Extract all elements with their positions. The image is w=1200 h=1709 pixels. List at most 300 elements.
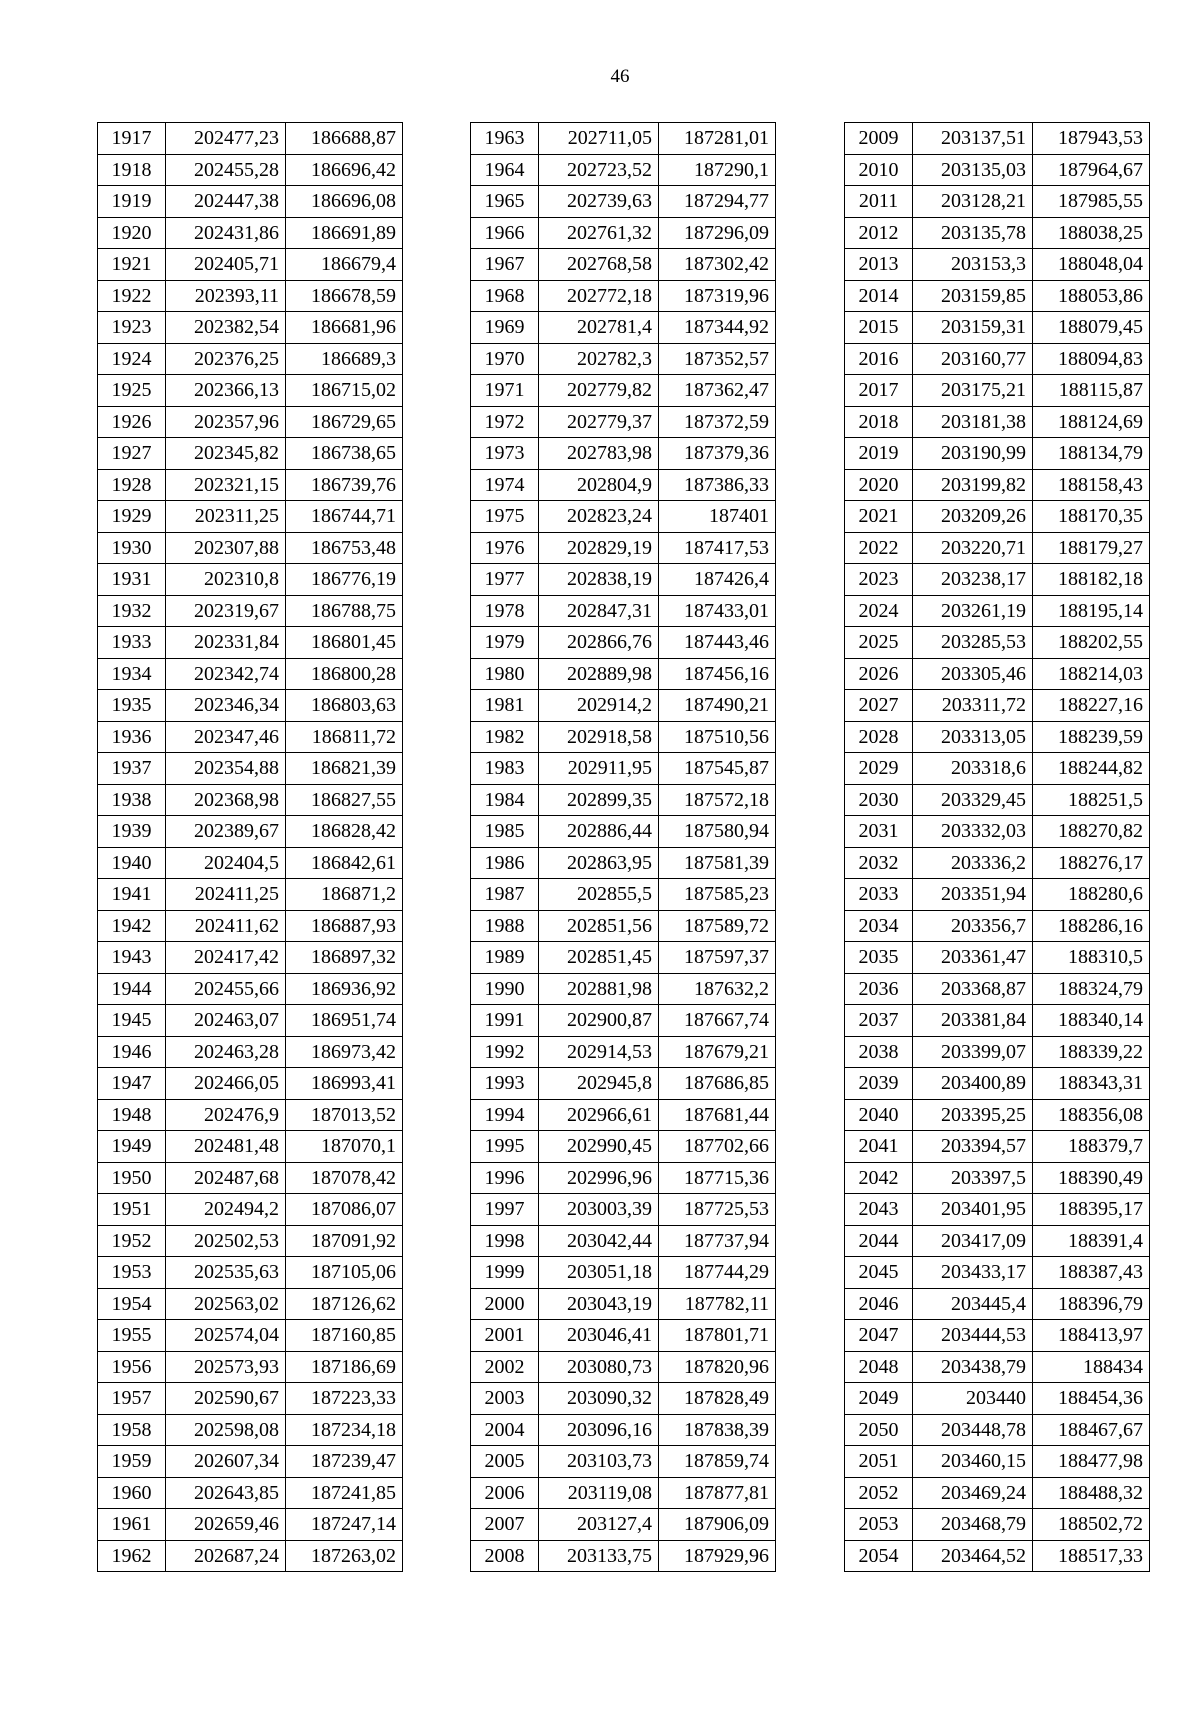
table-row [845,532,1150,564]
x-coordinate-cell: 202476,9 [166,1099,286,1131]
point-number-cell: 1922 [98,280,166,312]
table-row [471,847,776,879]
table-row [98,564,403,596]
point-number-cell: 1965 [471,186,539,218]
point-number-cell: 1926 [98,406,166,438]
point-number-cell: 2017 [845,375,913,407]
x-coordinate-cell: 202487,68 [166,1162,286,1194]
x-coordinate-cell: 202855,5 [539,879,659,911]
x-coordinate-cell: 203417,09 [913,1225,1033,1257]
table-row [471,1099,776,1131]
table-row [845,1036,1150,1068]
table-row [471,312,776,344]
y-coordinate-cell: 187426,4 [659,564,776,596]
x-coordinate-cell: 202382,54 [166,312,286,344]
x-coordinate-cell: 202455,66 [166,973,286,1005]
y-coordinate-cell: 187239,47 [286,1446,403,1478]
x-coordinate-cell: 202342,74 [166,658,286,690]
y-coordinate-cell: 186801,45 [286,627,403,659]
y-coordinate-cell: 186696,42 [286,154,403,186]
table-row [845,1005,1150,1037]
x-coordinate-cell: 202866,76 [539,627,659,659]
point-number-cell: 2031 [845,816,913,848]
point-number-cell: 2021 [845,501,913,533]
point-number-cell: 2024 [845,595,913,627]
y-coordinate-cell: 186729,65 [286,406,403,438]
y-coordinate-cell: 186897,32 [286,942,403,974]
y-coordinate-cell: 187545,87 [659,753,776,785]
point-number-cell: 1952 [98,1225,166,1257]
point-number-cell: 1924 [98,343,166,375]
table-row [845,942,1150,974]
y-coordinate-cell: 187828,49 [659,1383,776,1415]
x-coordinate-cell: 202321,15 [166,469,286,501]
x-coordinate-cell: 202779,37 [539,406,659,438]
point-number-cell: 2035 [845,942,913,974]
y-coordinate-cell: 187294,77 [659,186,776,218]
x-coordinate-cell: 203433,17 [913,1257,1033,1289]
x-coordinate-cell: 202311,25 [166,501,286,533]
point-number-cell: 1982 [471,721,539,753]
x-coordinate-cell: 203313,05 [913,721,1033,753]
y-coordinate-cell: 187105,06 [286,1257,403,1289]
table-row [471,1194,776,1226]
y-coordinate-cell: 186993,41 [286,1068,403,1100]
y-coordinate-cell: 187344,92 [659,312,776,344]
point-number-cell: 1974 [471,469,539,501]
table-row [98,753,403,785]
point-number-cell: 1971 [471,375,539,407]
y-coordinate-cell: 188053,86 [1033,280,1150,312]
table-row [98,1509,403,1541]
x-coordinate-cell: 202823,24 [539,501,659,533]
x-coordinate-cell: 202354,88 [166,753,286,785]
x-coordinate-cell: 202659,46 [166,1509,286,1541]
x-coordinate-cell: 202347,46 [166,721,286,753]
point-number-cell: 1959 [98,1446,166,1478]
point-number-cell: 2029 [845,753,913,785]
table-row [471,1005,776,1037]
y-coordinate-cell: 187744,29 [659,1257,776,1289]
y-coordinate-cell: 186811,72 [286,721,403,753]
table-row [845,910,1150,942]
table-row [471,973,776,1005]
point-number-cell: 1988 [471,910,539,942]
y-coordinate-cell: 187352,57 [659,343,776,375]
table-row [98,1068,403,1100]
table-row [98,501,403,533]
x-coordinate-cell: 203128,21 [913,186,1033,218]
point-number-cell: 2038 [845,1036,913,1068]
table-row [845,438,1150,470]
y-coordinate-cell: 188379,7 [1033,1131,1150,1163]
point-number-cell: 2020 [845,469,913,501]
table-row [98,1257,403,1289]
x-coordinate-cell: 203119,08 [539,1477,659,1509]
x-coordinate-cell: 203336,2 [913,847,1033,879]
y-coordinate-cell: 187091,92 [286,1225,403,1257]
x-coordinate-cell: 202914,2 [539,690,659,722]
y-coordinate-cell: 187667,74 [659,1005,776,1037]
point-number-cell: 1992 [471,1036,539,1068]
x-coordinate-cell: 202863,95 [539,847,659,879]
point-number-cell: 2019 [845,438,913,470]
x-coordinate-cell: 203135,03 [913,154,1033,186]
page-number: 46 [610,66,630,87]
x-coordinate-cell: 202574,04 [166,1320,286,1352]
point-number-cell: 1987 [471,879,539,911]
table-row [845,375,1150,407]
point-number-cell: 2014 [845,280,913,312]
point-number-cell: 1972 [471,406,539,438]
y-coordinate-cell: 188094,83 [1033,343,1150,375]
point-number-cell: 1990 [471,973,539,1005]
table-row [98,1351,403,1383]
table-row [845,1320,1150,1352]
table-row [845,1162,1150,1194]
table-row [845,406,1150,438]
y-coordinate-cell: 187078,42 [286,1162,403,1194]
point-number-cell: 1958 [98,1414,166,1446]
table-row [471,375,776,407]
table-row [471,1414,776,1446]
table-row [98,1288,403,1320]
y-coordinate-cell: 187715,36 [659,1162,776,1194]
point-number-cell: 2011 [845,186,913,218]
point-number-cell: 2000 [471,1288,539,1320]
point-number-cell: 1993 [471,1068,539,1100]
y-coordinate-cell: 186739,76 [286,469,403,501]
x-coordinate-cell: 202889,98 [539,658,659,690]
y-coordinate-cell: 187572,18 [659,784,776,816]
point-number-cell: 1948 [98,1099,166,1131]
y-coordinate-cell: 187581,39 [659,847,776,879]
x-coordinate-cell: 202607,34 [166,1446,286,1478]
table-row [845,1194,1150,1226]
point-number-cell: 1984 [471,784,539,816]
table-row [98,343,403,375]
x-coordinate-cell: 202768,58 [539,249,659,281]
x-coordinate-cell: 202331,84 [166,627,286,659]
x-coordinate-cell: 202463,28 [166,1036,286,1068]
table-row [845,1131,1150,1163]
y-coordinate-cell: 187319,96 [659,280,776,312]
x-coordinate-cell: 203181,38 [913,406,1033,438]
y-coordinate-cell: 187877,81 [659,1477,776,1509]
x-coordinate-cell: 202911,95 [539,753,659,785]
x-coordinate-cell: 202310,8 [166,564,286,596]
table-row [98,690,403,722]
point-number-cell: 2039 [845,1068,913,1100]
y-coordinate-cell: 187929,96 [659,1540,776,1572]
y-coordinate-cell: 187943,53 [1033,123,1150,155]
y-coordinate-cell: 188048,04 [1033,249,1150,281]
y-coordinate-cell: 188270,82 [1033,816,1150,848]
table-row [845,847,1150,879]
y-coordinate-cell: 188517,33 [1033,1540,1150,1572]
x-coordinate-cell: 203051,18 [539,1257,659,1289]
y-coordinate-cell: 187490,21 [659,690,776,722]
y-coordinate-cell: 188214,03 [1033,658,1150,690]
point-number-cell: 1953 [98,1257,166,1289]
point-number-cell: 2023 [845,564,913,596]
x-coordinate-cell: 202851,45 [539,942,659,974]
point-number-cell: 2027 [845,690,913,722]
table-row [98,438,403,470]
x-coordinate-cell: 203444,53 [913,1320,1033,1352]
point-number-cell: 1966 [471,217,539,249]
y-coordinate-cell: 188454,36 [1033,1383,1150,1415]
x-coordinate-cell: 203159,85 [913,280,1033,312]
y-coordinate-cell: 186936,92 [286,973,403,1005]
table-row [471,343,776,375]
table-row [471,501,776,533]
x-coordinate-cell: 203046,41 [539,1320,659,1352]
point-number-cell: 1968 [471,280,539,312]
x-coordinate-cell: 203381,84 [913,1005,1033,1037]
x-coordinate-cell: 203190,99 [913,438,1033,470]
x-coordinate-cell: 202307,88 [166,532,286,564]
point-number-cell: 1942 [98,910,166,942]
y-coordinate-cell: 187585,23 [659,879,776,911]
y-coordinate-cell: 187290,1 [659,154,776,186]
y-coordinate-cell: 188202,55 [1033,627,1150,659]
x-coordinate-cell: 202563,02 [166,1288,286,1320]
x-coordinate-cell: 202851,56 [539,910,659,942]
x-coordinate-cell: 203394,57 [913,1131,1033,1163]
point-number-cell: 1977 [471,564,539,596]
point-number-cell: 1925 [98,375,166,407]
y-coordinate-cell: 188280,6 [1033,879,1150,911]
x-coordinate-cell: 202899,35 [539,784,659,816]
point-number-cell: 1936 [98,721,166,753]
y-coordinate-cell: 188488,32 [1033,1477,1150,1509]
table-row [98,1036,403,1068]
point-number-cell: 1956 [98,1351,166,1383]
table-row [845,1446,1150,1478]
point-number-cell: 1938 [98,784,166,816]
table-row [471,1257,776,1289]
point-number-cell: 1933 [98,627,166,659]
x-coordinate-cell: 203361,47 [913,942,1033,974]
point-number-cell: 2044 [845,1225,913,1257]
x-coordinate-cell: 202881,98 [539,973,659,1005]
x-coordinate-cell: 203397,5 [913,1162,1033,1194]
y-coordinate-cell: 187964,67 [1033,154,1150,186]
y-coordinate-cell: 188158,43 [1033,469,1150,501]
x-coordinate-cell: 203332,03 [913,816,1033,848]
table-row [98,312,403,344]
table-row [471,249,776,281]
y-coordinate-cell: 188477,98 [1033,1446,1150,1478]
y-coordinate-cell: 187302,42 [659,249,776,281]
point-number-cell: 2003 [471,1383,539,1415]
table-row [845,1540,1150,1572]
table-row [845,1225,1150,1257]
x-coordinate-cell: 203160,77 [913,343,1033,375]
x-coordinate-cell: 203440 [913,1383,1033,1415]
x-coordinate-cell: 202914,53 [539,1036,659,1068]
y-coordinate-cell: 186827,55 [286,784,403,816]
x-coordinate-cell: 202447,38 [166,186,286,218]
x-coordinate-cell: 202404,5 [166,847,286,879]
y-coordinate-cell: 187456,16 [659,658,776,690]
point-number-cell: 2015 [845,312,913,344]
x-coordinate-cell: 203395,25 [913,1099,1033,1131]
table-row [98,123,403,155]
table-row [471,532,776,564]
x-coordinate-cell: 203329,45 [913,784,1033,816]
table-row [98,1099,403,1131]
table-row [98,249,403,281]
y-coordinate-cell: 188340,14 [1033,1005,1150,1037]
table-row [471,217,776,249]
point-number-cell: 1950 [98,1162,166,1194]
y-coordinate-cell: 188276,17 [1033,847,1150,879]
y-coordinate-cell: 187725,53 [659,1194,776,1226]
y-coordinate-cell: 186738,65 [286,438,403,470]
table-row [98,879,403,911]
table-row [98,1005,403,1037]
point-number-cell: 1954 [98,1288,166,1320]
table-row [471,406,776,438]
x-coordinate-cell: 203351,94 [913,879,1033,911]
table-row [845,816,1150,848]
table-row [845,1068,1150,1100]
table-row [98,784,403,816]
y-coordinate-cell: 188390,49 [1033,1162,1150,1194]
y-coordinate-cell: 187906,09 [659,1509,776,1541]
point-number-cell: 1927 [98,438,166,470]
table-row [471,690,776,722]
table-row [845,1509,1150,1541]
table-row [471,1036,776,1068]
y-coordinate-cell: 187801,71 [659,1320,776,1352]
table-row [471,942,776,974]
table-row [471,721,776,753]
point-number-cell: 1934 [98,658,166,690]
y-coordinate-cell: 187086,07 [286,1194,403,1226]
point-number-cell: 1949 [98,1131,166,1163]
x-coordinate-cell: 203285,53 [913,627,1033,659]
y-coordinate-cell: 186715,02 [286,375,403,407]
y-coordinate-cell: 187737,94 [659,1225,776,1257]
x-coordinate-cell: 203137,51 [913,123,1033,155]
point-number-cell: 2026 [845,658,913,690]
y-coordinate-cell: 188387,43 [1033,1257,1150,1289]
table-row [471,438,776,470]
point-number-cell: 1930 [98,532,166,564]
table-row [471,1540,776,1572]
table-row [471,879,776,911]
x-coordinate-cell: 203175,21 [913,375,1033,407]
x-coordinate-cell: 203080,73 [539,1351,659,1383]
y-coordinate-cell: 188115,87 [1033,375,1150,407]
x-coordinate-cell: 202573,93 [166,1351,286,1383]
point-number-cell: 1964 [471,154,539,186]
table-row [98,1383,403,1415]
point-number-cell: 1981 [471,690,539,722]
point-number-cell: 1955 [98,1320,166,1352]
point-number-cell: 2007 [471,1509,539,1541]
x-coordinate-cell: 203159,31 [913,312,1033,344]
point-number-cell: 2032 [845,847,913,879]
table-row [471,186,776,218]
x-coordinate-cell: 203318,6 [913,753,1033,785]
x-coordinate-cell: 202772,18 [539,280,659,312]
y-coordinate-cell: 186821,39 [286,753,403,785]
table-row [845,186,1150,218]
point-number-cell: 2043 [845,1194,913,1226]
point-number-cell: 1917 [98,123,166,155]
y-coordinate-cell: 186696,08 [286,186,403,218]
y-coordinate-cell: 188195,14 [1033,595,1150,627]
point-number-cell: 1946 [98,1036,166,1068]
point-number-cell: 1937 [98,753,166,785]
y-coordinate-cell: 187223,33 [286,1383,403,1415]
x-coordinate-cell: 203209,26 [913,501,1033,533]
table-row [845,249,1150,281]
x-coordinate-cell: 202393,11 [166,280,286,312]
y-coordinate-cell: 187070,1 [286,1131,403,1163]
table-row [845,1351,1150,1383]
coordinates-table-1 [97,122,403,1572]
x-coordinate-cell: 203003,39 [539,1194,659,1226]
point-number-cell: 2045 [845,1257,913,1289]
point-number-cell: 2034 [845,910,913,942]
y-coordinate-cell: 187859,74 [659,1446,776,1478]
point-number-cell: 2028 [845,721,913,753]
point-number-cell: 1940 [98,847,166,879]
x-coordinate-cell: 202804,9 [539,469,659,501]
point-number-cell: 1945 [98,1005,166,1037]
x-coordinate-cell: 202598,08 [166,1414,286,1446]
x-coordinate-cell: 203135,78 [913,217,1033,249]
point-number-cell: 1944 [98,973,166,1005]
y-coordinate-cell: 186744,71 [286,501,403,533]
x-coordinate-cell: 202477,23 [166,123,286,155]
table-row [98,595,403,627]
point-number-cell: 1998 [471,1225,539,1257]
y-coordinate-cell: 186681,96 [286,312,403,344]
point-number-cell: 1978 [471,595,539,627]
table-row [471,1446,776,1478]
y-coordinate-cell: 187281,01 [659,123,776,155]
y-coordinate-cell: 187597,37 [659,942,776,974]
table-row [98,469,403,501]
x-coordinate-cell: 202781,4 [539,312,659,344]
point-number-cell: 1920 [98,217,166,249]
x-coordinate-cell: 202761,32 [539,217,659,249]
x-coordinate-cell: 202739,63 [539,186,659,218]
point-number-cell: 2008 [471,1540,539,1572]
x-coordinate-cell: 202945,8 [539,1068,659,1100]
x-coordinate-cell: 203305,46 [913,658,1033,690]
x-coordinate-cell: 203042,44 [539,1225,659,1257]
y-coordinate-cell: 186871,2 [286,879,403,911]
table-row [471,1068,776,1100]
table-row [98,1477,403,1509]
table-row [98,1162,403,1194]
point-number-cell: 1939 [98,816,166,848]
x-coordinate-cell: 202481,48 [166,1131,286,1163]
x-coordinate-cell: 202431,86 [166,217,286,249]
point-number-cell: 1960 [98,1477,166,1509]
x-coordinate-cell: 203133,75 [539,1540,659,1572]
x-coordinate-cell: 203400,89 [913,1068,1033,1100]
table-row [98,375,403,407]
table-row [98,1414,403,1446]
